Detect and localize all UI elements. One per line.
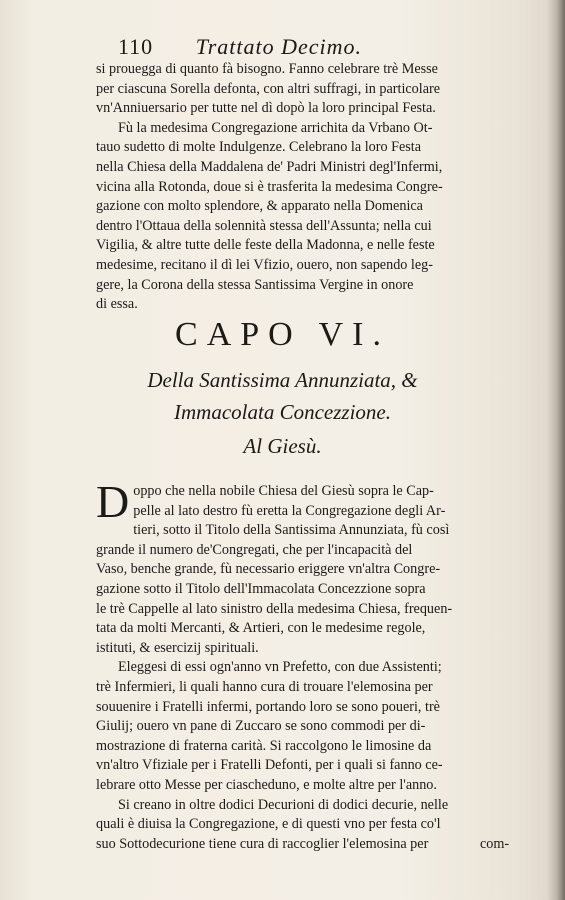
text-line: Fù la medesima Congregazione arrichita da Vrbano Ot- <box>118 119 433 136</box>
text-line: si prouegga di quanto fà bisogno. Fanno celebrare trè Messe <box>96 61 438 77</box>
chapter-location: Al Giesù. <box>243 434 322 458</box>
text-line: gazione con molto splendore, & apparato nella Domenica <box>96 198 423 215</box>
text-line: trè Infermieri, li quali hanno cura di trouare l'elemosina per <box>96 678 433 695</box>
text-line: per ciascuna Sorella defonta, con altri suffragi, in particolare <box>96 80 441 97</box>
text-line: Si creano in oltre dodici Decurioni di dodici decurie, nelle <box>118 796 449 813</box>
text-line: nella Chiesa della Maddalena de' Padri Ministri degl'Infermi, <box>96 158 443 175</box>
text-line: le trè Cappelle al lato sinistro della medesima Chiesa, frequen- <box>96 600 453 617</box>
text-line: tauo sudetto di molte Indulgenze. Celebrano la loro Festa <box>96 139 422 156</box>
text-line: oppo che nella nobile Chiesa del Giesù sopra le Cap- <box>133 483 434 499</box>
text-line: souuenire i Fratelli infermi, portando loro se sono poueri, trè <box>96 698 440 715</box>
page-number: 110 <box>118 34 154 59</box>
chapter-subtitle: Immacolata Concezzione. <box>174 400 391 424</box>
text-line: grande il numero de'Congregati, che per l'incapacità del <box>96 541 413 558</box>
text-line: Eleggesi di essi ogn'anno vn Prefetto, con due Assistenti; <box>118 659 442 676</box>
text-line: tieri, sotto il Titolo della Santissima Annunziata, fù così <box>133 522 450 539</box>
running-title: Trattato Decimo. <box>195 34 363 59</box>
drop-cap: D <box>96 476 130 527</box>
text-line: tata da molti Mercanti, & Artieri, con le medesime regole, <box>96 620 426 637</box>
text-line: quali è diuisa la Congregazione, e di questi vno per festa co'l <box>96 816 441 833</box>
text-line: vn'Anniuersario per tutte nel dì dopò la loro principal Festa. <box>96 100 436 117</box>
paragraph-top <box>96 60 536 315</box>
catchword: com- <box>480 836 510 852</box>
text-line: vn'altro Vfiziale per i Fratelli Defonti, per i quali si fanno ce- <box>96 757 443 774</box>
text-line: gazione sotto il Titolo dell'Immacolata Concezzione sopra <box>96 580 426 597</box>
chapter-heading: CAPO VI. <box>175 316 390 353</box>
text-line: suo Sottodecurione tiene cura di raccoglier l'elemosina per <box>96 835 429 852</box>
text-line: Giulij; ouero vn pane di Zuccaro se sono commodi per di- <box>96 718 426 735</box>
text-line: mostrazione di fraterna carità. Si raccolgono le limosine da <box>96 737 432 754</box>
paragraph-main <box>96 476 536 854</box>
text-line: istituti, & esercizij spirituali. <box>96 639 259 656</box>
text-line: Vaso, benche grande, fù necessario eriggere vn'altra Congre- <box>96 561 441 578</box>
text-line: vicina alla Rotonda, doue si è trasferita la medesima Congre- <box>96 178 443 195</box>
text-line: Vigilia, & altre tutte delle feste della Madonna, e nelle feste <box>96 237 435 254</box>
text-line: lebrare otto Messe per ciascheduno, e molte altre per l'anno. <box>96 776 437 793</box>
text-line: dentro l'Ottaua della solennità stessa dell'Assunta; nella cui <box>96 217 432 234</box>
text-line: di essa. <box>96 296 138 313</box>
text-line: gere, la Corona della stessa Santissima Vergine in onore <box>96 276 414 293</box>
chapter-subtitle: Della Santissima Annunziata, & <box>147 368 418 392</box>
running-head <box>118 34 438 60</box>
text-line: medesime, recitano il dì lei Vfizio, ouero, non sapendo leg- <box>96 256 433 273</box>
text-line: pelle al lato destro fù eretta la Congregazione degli Ar- <box>133 502 446 519</box>
